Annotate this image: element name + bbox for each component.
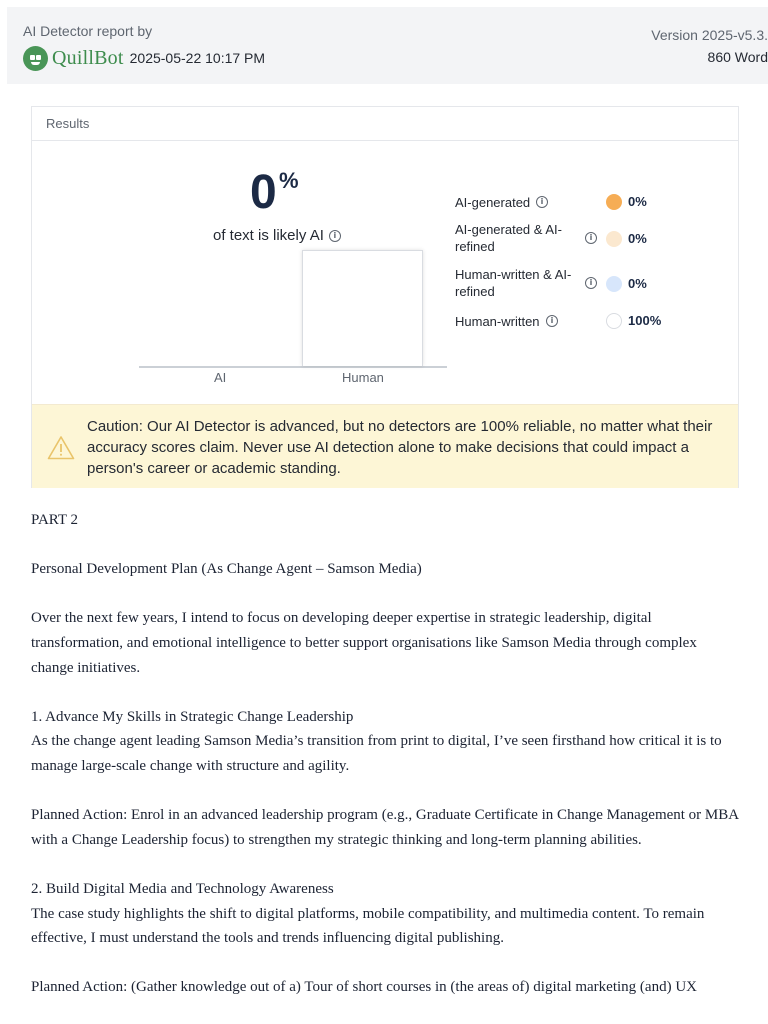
caution-banner	[32, 404, 738, 488]
report-title: AI Detector report by	[23, 23, 153, 39]
legend-value: 100%	[628, 313, 662, 328]
chart-baseline	[139, 366, 447, 368]
ai-human-bar-chart	[139, 247, 447, 387]
info-icon[interactable]: i	[585, 277, 597, 289]
likely-ai-caption	[213, 227, 341, 244]
quillbot-logo-icon	[23, 46, 48, 71]
chart-label-human: Human	[342, 370, 384, 385]
legend-value: 0%	[628, 231, 647, 246]
version-label: Version 2025-v5.3.	[651, 27, 768, 43]
info-icon[interactable]: i	[546, 315, 558, 327]
results-label: Results	[46, 116, 90, 131]
legend-label: AI-generated & AI-refined	[455, 222, 562, 254]
legend-label: AI-generated	[455, 195, 531, 210]
brand-row	[23, 45, 265, 71]
document-paragraph: Personal Development Plan (As Change Agent – Samson Media)	[31, 561, 422, 578]
ai-score-value: 0	[250, 166, 277, 219]
word-count: 860 Word	[707, 49, 768, 65]
legend-label: Human-written & AI-refined	[455, 267, 572, 299]
document-paragraph: 2. Build Digital Media and Technology Awareness The case study highlights the shift to digital platforms, mobile compatibility, and multimedia content. To remain effective, I must understand the tools and trends influencing digital publishing.	[31, 880, 705, 947]
brand-name: QuillBot	[52, 46, 124, 69]
warning-icon	[47, 435, 75, 460]
legend-dot	[606, 194, 622, 210]
document-paragraph: PART 2	[31, 512, 79, 528]
caution-text: Caution: Our AI Detector is advanced, but no detectors are 100% reliable, no matter what their accuracy scores claim. Never use AI detection alone to make decisions that could impact a person's career or academic standing.	[87, 418, 713, 477]
legend-dot	[606, 313, 622, 329]
legend-dot	[606, 276, 622, 292]
legend-value: 0%	[628, 276, 647, 291]
document-body	[31, 508, 739, 1024]
document-paragraph: Planned Action: Enrol in an advanced leadership program (e.g., Graduate Certificate in Change Management or MBA with a Change Leadership focus) to strengthen my strategic thinking and long-term planning abilities.	[31, 807, 739, 848]
chart-bar-human	[302, 250, 423, 366]
results-header	[32, 107, 738, 141]
document-paragraph: Over the next few years, I intend to focus on developing deeper expertise in strategic leadership, digital transformation, and emotional intelligence to better support organisations like Samson Media through complex change initiatives.	[31, 610, 697, 676]
ai-score	[250, 165, 338, 221]
likely-ai-text: of text is likely AI	[213, 227, 324, 244]
document-paragraph: 1. Advance My Skills in Strategic Change Leadership As the change agent leading Samson Media’s transition from print to digital, I’ve seen firsthand how critical it is to manage large-scale change with structure and agility.	[31, 708, 722, 774]
legend-label: Human-written	[455, 314, 540, 329]
document-paragraph: Planned Action: (Gather knowledge out of a) Tour of short courses in (the areas of) digital marketing (and) UX	[31, 979, 697, 996]
results-card	[31, 106, 739, 488]
info-icon[interactable]: i	[536, 196, 548, 208]
report-datetime: 2025-05-22 10:17 PM	[129, 50, 266, 66]
legend-dot	[606, 231, 622, 247]
ai-score-percent-sign: %	[279, 168, 299, 193]
chart-label-ai: AI	[214, 370, 227, 385]
info-icon[interactable]: i	[329, 230, 341, 242]
report-header	[7, 7, 768, 84]
legend-value: 0%	[628, 194, 647, 209]
info-icon[interactable]: i	[585, 232, 597, 244]
